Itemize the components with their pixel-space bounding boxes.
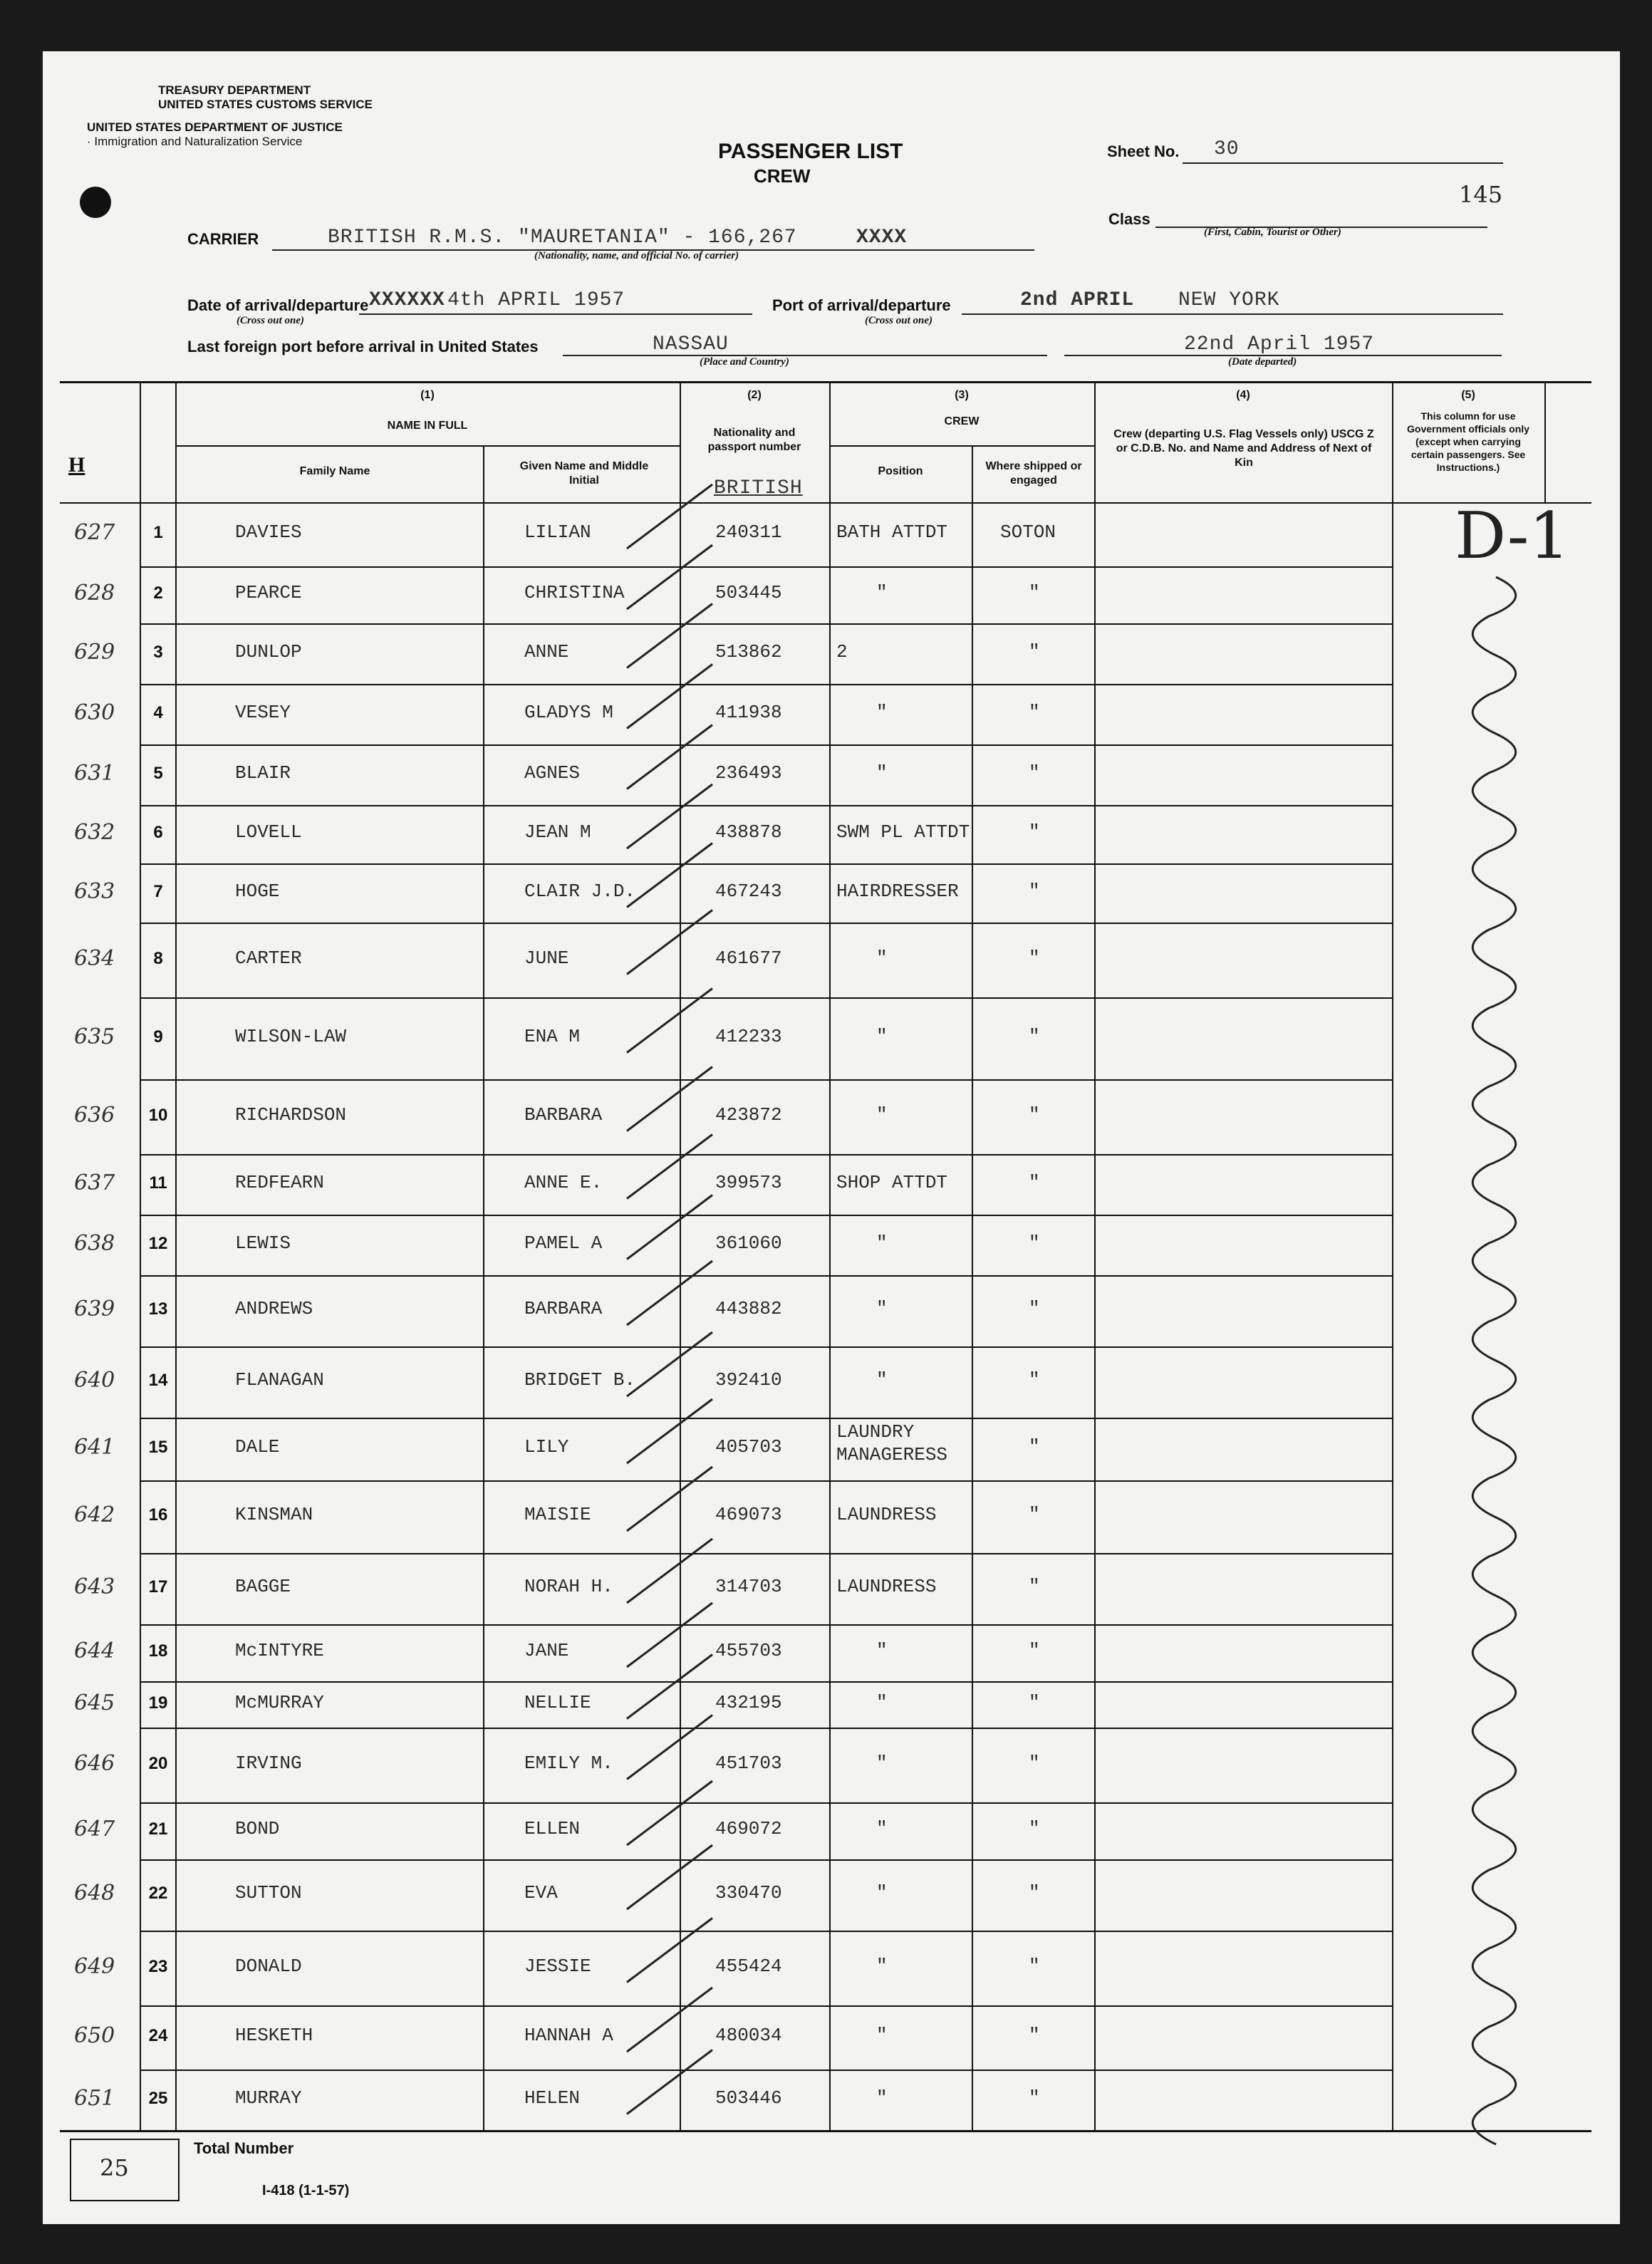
- passport-number: 455703: [715, 1640, 782, 1661]
- row-h-number: 651: [74, 2085, 115, 2111]
- given-name: AGNES: [524, 762, 581, 784]
- family-name: LEWIS: [235, 1232, 291, 1254]
- passport-number: 503445: [715, 582, 782, 603]
- crew-position: ": [876, 1955, 888, 1977]
- where-shipped: ": [1029, 1436, 1040, 1458]
- passport-number: 513862: [715, 640, 782, 663]
- row-h-number: 648: [74, 1881, 115, 1906]
- row-h-number: 639: [74, 1297, 115, 1321]
- family-name: McINTYRE: [235, 1640, 324, 1661]
- given-name: JANE: [524, 1640, 569, 1661]
- family-name: BOND: [235, 1818, 280, 1839]
- family-name: SUTTON: [235, 1882, 302, 1904]
- row-number: 22: [148, 1884, 168, 1903]
- row-divider: [140, 1624, 1392, 1626]
- col5-number: (5): [1461, 389, 1475, 401]
- total-value: 25: [100, 2154, 129, 2181]
- row-divider: [140, 1079, 1392, 1081]
- row-h-number: 632: [74, 820, 115, 845]
- where-shipped: SOTON: [1000, 521, 1056, 543]
- where-shipped: ": [1029, 1882, 1040, 1904]
- passport-number: 236493: [715, 762, 782, 784]
- crew-position: ": [876, 947, 888, 969]
- col-position: Position: [878, 465, 923, 477]
- row-h-number: 635: [74, 1024, 115, 1049]
- crew-position: 2: [836, 640, 848, 663]
- passport-number: 314703: [715, 1576, 782, 1597]
- crew-position: ": [876, 1025, 888, 1047]
- family-name: DUNLOP: [235, 640, 302, 663]
- row-number: 17: [148, 1577, 168, 1596]
- place-sub: (Place and Country): [700, 356, 789, 368]
- where-shipped: ": [1029, 947, 1040, 969]
- given-name: EVA: [524, 1882, 558, 1904]
- foreign-port-value: NASSAU: [653, 333, 729, 355]
- col-given-name: Given Name and Middle Initial: [519, 460, 649, 487]
- date-label: Date of arrival/departure: [187, 296, 369, 314]
- crew-position: LAUNDRY MANAGERESS: [836, 1421, 948, 1465]
- punch-hole: [80, 187, 111, 218]
- crew-position: ": [876, 762, 888, 784]
- row-divider: [140, 1215, 1392, 1216]
- passport-number: 432195: [715, 1691, 782, 1713]
- row-divider: [140, 1480, 1392, 1482]
- where-shipped: ": [1029, 2087, 1040, 2109]
- crew-position: ": [876, 1882, 888, 1904]
- port-label: Port of arrival/departure: [772, 296, 951, 314]
- given-name: ELLEN: [524, 1818, 581, 1839]
- col-govt-use: This column for use Government officials only (except when carrying certain passengers. See Instructions.): [1407, 410, 1529, 473]
- family-name: HOGE: [235, 880, 280, 902]
- h-column-label: H: [68, 453, 85, 477]
- family-name: LOVELL: [235, 821, 302, 843]
- where-shipped: ": [1029, 880, 1040, 902]
- sheet-number: 30: [1214, 138, 1240, 160]
- crew-position: ": [876, 1104, 888, 1126]
- col-crew: CREW: [944, 415, 980, 427]
- total-label: Total Number: [194, 2139, 294, 2157]
- row-number: 10: [148, 1105, 168, 1125]
- port-struck: 2nd APRIL: [1020, 289, 1135, 311]
- given-name: JESSIE: [524, 1955, 591, 1977]
- given-name: LILY: [524, 1436, 569, 1458]
- family-name: ANDREWS: [235, 1298, 313, 1319]
- passport-number: 240311: [715, 521, 782, 543]
- passport-number: 503446: [715, 2087, 782, 2109]
- family-name: WILSON-LAW: [235, 1025, 347, 1047]
- dept-ins: · Immigration and Naturalization Service: [87, 135, 303, 148]
- row-h-number: 640: [74, 1368, 115, 1393]
- row-h-number: 647: [74, 1817, 115, 1842]
- passport-number: 467243: [715, 880, 782, 902]
- row-h-number: 645: [74, 1690, 115, 1715]
- given-name: ENA M: [524, 1025, 581, 1047]
- row-number: 25: [148, 2088, 168, 2108]
- crew-position: ": [876, 1232, 888, 1254]
- where-shipped: ": [1029, 762, 1040, 784]
- col3-number: (3): [955, 389, 969, 401]
- given-name: BRIDGET B.: [524, 1369, 636, 1391]
- cross-out-note-1: (Cross out one): [237, 315, 305, 326]
- carrier-label: CARRIER: [187, 230, 259, 248]
- dept-treasury: TREASURY DEPARTMENT: [158, 83, 311, 97]
- row-h-number: 628: [74, 581, 115, 606]
- given-name: CHRISTINA: [524, 582, 625, 603]
- row-divider: [140, 1275, 1392, 1277]
- row-number: 6: [153, 823, 163, 842]
- passport-number: 461677: [715, 947, 782, 969]
- where-shipped: ": [1029, 1171, 1040, 1193]
- crew-position: ": [876, 1691, 888, 1713]
- family-name: RICHARDSON: [235, 1104, 347, 1126]
- row-number: 9: [153, 1027, 163, 1047]
- given-name: ANNE E.: [524, 1171, 603, 1193]
- crew-position: SWM PL ATTDT: [836, 821, 970, 843]
- row-divider: [140, 1931, 1392, 1932]
- family-name: KINSMAN: [235, 1504, 313, 1525]
- row-divider: [140, 623, 1392, 625]
- row-number: 3: [153, 642, 163, 662]
- row-divider: [140, 805, 1392, 806]
- nationality-value: BRITISH: [714, 477, 803, 499]
- crew-position: BATH ATTDT: [836, 521, 948, 543]
- passport-number: 451703: [715, 1752, 782, 1774]
- date-struck: XXXXXX: [369, 289, 445, 311]
- class-label: Class: [1108, 210, 1150, 228]
- given-name: ANNE: [524, 640, 569, 663]
- carrier-struck: XXXX: [856, 227, 908, 249]
- passport-number: 423872: [715, 1104, 782, 1126]
- where-shipped: ": [1029, 1691, 1040, 1713]
- family-name: CARTER: [235, 947, 302, 969]
- row-h-number: 631: [74, 760, 115, 786]
- class-sub: (First, Cabin, Tourist or Other): [1204, 227, 1341, 238]
- passport-number: 438878: [715, 821, 782, 843]
- row-h-number: 646: [74, 1750, 115, 1776]
- passport-number: 469073: [715, 1504, 782, 1525]
- col2-number: (2): [747, 389, 762, 401]
- where-shipped: ": [1029, 1955, 1040, 1977]
- row-divider: [140, 1728, 1392, 1729]
- where-shipped: ": [1029, 1640, 1040, 1661]
- crew-position: HAIRDRESSER: [836, 880, 959, 902]
- row-divider: [140, 1346, 1392, 1348]
- row-h-number: 629: [74, 639, 115, 665]
- family-name: McMURRAY: [235, 1691, 324, 1713]
- crew-position: ": [876, 1298, 888, 1319]
- family-name: DALE: [235, 1436, 280, 1458]
- row-number: 11: [149, 1173, 167, 1193]
- where-shipped: ": [1029, 701, 1040, 723]
- given-name: NORAH H.: [524, 1576, 613, 1597]
- row-divider: [140, 1154, 1392, 1156]
- row-divider: [140, 1681, 1392, 1683]
- crew-position: ": [876, 2025, 888, 2046]
- given-name: LILIAN: [524, 521, 591, 543]
- where-shipped: ": [1029, 1576, 1040, 1597]
- crew-position: ": [876, 1369, 888, 1391]
- row-h-number: 638: [74, 1230, 115, 1256]
- passport-number: 412233: [715, 1025, 782, 1047]
- given-name: EMILY M.: [524, 1752, 613, 1774]
- given-name: JEAN M: [524, 821, 591, 843]
- row-divider: [140, 997, 1392, 999]
- row-number: 23: [148, 1956, 168, 1976]
- row-h-number: 633: [74, 878, 115, 904]
- row-number: 15: [148, 1438, 168, 1457]
- row-divider: [140, 1553, 1392, 1554]
- given-name: BARBARA: [524, 1104, 603, 1126]
- page-title: PASSENGER LIST: [718, 140, 903, 163]
- where-shipped: ": [1029, 1752, 1040, 1774]
- row-h-number: 627: [74, 520, 115, 545]
- family-name: DAVIES: [235, 521, 302, 543]
- passport-number: 405703: [715, 1436, 782, 1458]
- passport-number: 443882: [715, 1298, 782, 1319]
- crew-position: ": [876, 582, 888, 603]
- where-shipped: ": [1029, 1104, 1040, 1126]
- row-divider: [140, 1802, 1392, 1804]
- page-subtitle: CREW: [754, 165, 811, 187]
- given-name: BARBARA: [524, 1298, 603, 1319]
- d1-annotation: D-1: [1455, 499, 1570, 573]
- given-name: HANNAH A: [524, 2025, 613, 2046]
- where-shipped: ": [1029, 582, 1040, 603]
- row-divider: [140, 1859, 1392, 1861]
- family-name: BAGGE: [235, 1576, 291, 1597]
- given-name: HELEN: [524, 2087, 581, 2109]
- row-h-number: 637: [74, 1170, 115, 1195]
- row-h-number: 650: [74, 2023, 115, 2048]
- port-value: NEW YORK: [1178, 289, 1280, 311]
- date-value: 4th APRIL 1957: [447, 289, 625, 311]
- dept-customs: UNITED STATES CUSTOMS SERVICE: [158, 98, 373, 111]
- where-shipped: ": [1029, 1369, 1040, 1391]
- given-name: PAMEL A: [524, 1232, 603, 1254]
- row-number: 8: [153, 948, 163, 968]
- where-shipped: ": [1029, 1504, 1040, 1525]
- passport-number: 392410: [715, 1369, 782, 1391]
- family-name: VESEY: [235, 701, 291, 723]
- row-number: 16: [148, 1505, 168, 1525]
- row-number: 20: [148, 1753, 168, 1773]
- row-number: 21: [148, 1819, 168, 1839]
- crew-position: LAUNDRESS: [836, 1576, 937, 1597]
- given-name: GLADYS M: [524, 701, 613, 723]
- row-h-number: 644: [74, 1639, 115, 1663]
- crew-position: ": [876, 1752, 888, 1774]
- family-name: DONALD: [235, 1955, 302, 1977]
- crew-position: ": [876, 1818, 888, 1839]
- col1-number: (1): [420, 389, 435, 401]
- date-departed-sub: (Date departed): [1228, 356, 1297, 368]
- given-name: NELLIE: [524, 1691, 591, 1713]
- where-shipped: ": [1029, 1025, 1040, 1047]
- row-number: 18: [148, 1641, 168, 1661]
- given-name: JUNE: [524, 947, 569, 969]
- passport-number: 399573: [715, 1171, 782, 1193]
- dept-justice: UNITED STATES DEPARTMENT OF JUSTICE: [87, 120, 343, 134]
- row-divider: [140, 744, 1392, 746]
- row-h-number: 634: [74, 945, 115, 971]
- family-name: HESKETH: [235, 2025, 313, 2046]
- family-name: PEARCE: [235, 582, 302, 603]
- foreign-port-label: Last foreign port before arrival in United States: [187, 338, 539, 355]
- crew-position: LAUNDRESS: [836, 1504, 937, 1525]
- row-divider: [140, 684, 1392, 685]
- row-h-number: 643: [74, 1574, 115, 1599]
- page-number: 145: [1459, 181, 1503, 208]
- family-name: REDFEARN: [235, 1171, 324, 1193]
- row-number: 24: [148, 2026, 168, 2045]
- carrier-sub: (Nationality, name, and official No. of carrier): [534, 250, 739, 261]
- col-family-name: Family Name: [299, 465, 370, 477]
- row-divider: [140, 863, 1392, 865]
- row-number: 13: [148, 1299, 168, 1319]
- family-name: IRVING: [235, 1752, 302, 1774]
- family-name: FLANAGAN: [235, 1369, 324, 1391]
- given-name: CLAIR J.D.: [524, 880, 636, 902]
- crew-position: SHOP ATTDT: [836, 1171, 948, 1193]
- col-name-in-full: NAME IN FULL: [387, 420, 468, 432]
- crew-position: ": [876, 701, 888, 723]
- crew-position: ": [876, 2087, 888, 2109]
- row-divider: [140, 566, 1392, 568]
- row-divider: [140, 1418, 1392, 1419]
- passport-number: 361060: [715, 1232, 782, 1254]
- row-number: 5: [153, 763, 163, 783]
- crew-position: ": [876, 1640, 888, 1661]
- row-number: 2: [153, 583, 163, 603]
- carrier-value: BRITISH R.M.S. "MAURETANIA" - 166,267: [328, 227, 797, 249]
- sheet-label: Sheet No.: [1107, 142, 1180, 160]
- row-number: 14: [148, 1371, 168, 1390]
- where-shipped: ": [1029, 2025, 1040, 2046]
- row-divider: [140, 2005, 1392, 2007]
- passport-number: 330470: [715, 1882, 782, 1904]
- passport-number: 455424: [715, 1955, 782, 1977]
- col-nationality: Nationality and passport number: [707, 427, 801, 453]
- row-h-number: 630: [74, 700, 115, 725]
- row-h-number: 642: [74, 1502, 115, 1527]
- where-shipped: ": [1029, 640, 1040, 663]
- row-h-number: 641: [74, 1435, 115, 1460]
- row-h-number: 649: [74, 1953, 115, 1979]
- form-number: I-418 (1-1-57): [262, 2183, 350, 2198]
- where-shipped: ": [1029, 1232, 1040, 1254]
- family-name: BLAIR: [235, 762, 291, 784]
- row-divider: [140, 2070, 1392, 2071]
- given-name: MAISIE: [524, 1504, 591, 1525]
- row-divider: [140, 923, 1392, 924]
- row-number: 1: [153, 523, 163, 542]
- where-shipped: ": [1029, 821, 1040, 843]
- row-number: 7: [153, 881, 163, 901]
- where-shipped: ": [1029, 1298, 1040, 1319]
- passport-number: 480034: [715, 2025, 782, 2046]
- passport-number: 411938: [715, 701, 782, 723]
- date-departed-value: 22nd April 1957: [1184, 333, 1375, 355]
- col-crew-departing: Crew (departing U.S. Flag Vessels only) USCG Z or C.D.B. No. and Name and Address of Next of Kin: [1113, 428, 1374, 469]
- passport-number: 469072: [715, 1818, 782, 1839]
- row-number: 12: [148, 1233, 168, 1253]
- row-h-number: 636: [74, 1102, 115, 1128]
- col4-number: (4): [1236, 389, 1250, 401]
- row-number: 4: [153, 702, 163, 722]
- col-where-shipped: Where shipped or engaged: [985, 460, 1082, 487]
- family-name: MURRAY: [235, 2087, 302, 2109]
- where-shipped: ": [1029, 1818, 1040, 1839]
- row-number: 19: [148, 1693, 168, 1713]
- cross-out-note-2: (Cross out one): [865, 315, 933, 326]
